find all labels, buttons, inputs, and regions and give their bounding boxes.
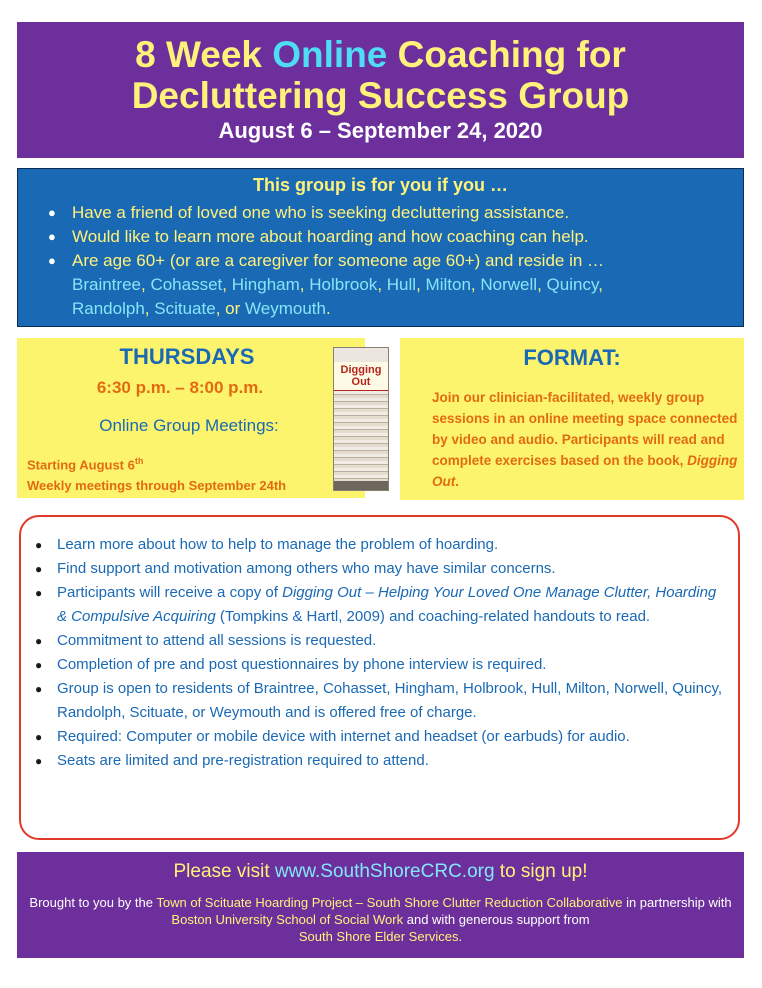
- town-name: Scituate: [154, 299, 216, 318]
- town-name: Norwell: [480, 275, 538, 294]
- signup-call-to-action: [17, 852, 744, 885]
- header-banner: [17, 22, 744, 158]
- separator: ,: [222, 275, 228, 294]
- audience-list: [18, 201, 743, 321]
- details-box: [19, 515, 740, 840]
- schedule-day: THURSDAYS: [119, 344, 255, 369]
- town-name: Weymouth: [245, 299, 326, 318]
- credit-text: .: [458, 929, 463, 944]
- format-book-name: Digging Out: [432, 453, 738, 489]
- bullet-icon: ●: [35, 682, 43, 696]
- title-line2: Decluttering Success Group: [131, 75, 630, 116]
- town-name: Randolph: [72, 299, 145, 318]
- bullet-icon: ●: [35, 586, 43, 600]
- list-item: [35, 557, 727, 581]
- book-cover-title: Digging Out: [334, 362, 388, 391]
- bullet-icon: ●: [35, 538, 43, 552]
- separator: ,: [416, 275, 421, 294]
- signup-link[interactable]: www.SouthShoreCRC.org: [274, 861, 495, 882]
- list-item: [48, 225, 743, 249]
- bullet-icon: ●: [35, 562, 43, 576]
- town-name: Braintree: [72, 275, 141, 294]
- start-date: Starting August 6: [27, 457, 135, 473]
- bullet-icon: ●: [35, 634, 43, 648]
- list-item: [48, 201, 743, 225]
- credit-text: and with generous support from: [403, 912, 590, 927]
- detail-text: Learn more about how to help to manage the problem of hoarding.: [57, 536, 499, 553]
- list-item: [35, 677, 727, 725]
- bullet-icon: ●: [35, 754, 43, 768]
- title-part2: Coaching for: [387, 34, 626, 75]
- detail-text: (Tompkins & Hartl, 2009) and coaching-related handouts to read.: [215, 608, 651, 625]
- book-cover-image: [333, 347, 389, 491]
- sponsor-org: Town of Scituate Hoarding Project – South Shore Clutter Reduction Collaborative: [156, 895, 623, 910]
- meeting-type: Online Group Meetings:: [99, 416, 279, 435]
- book-cover-header: [334, 348, 388, 362]
- detail-text: Seats are limited and pre-registration required to attend.: [57, 752, 429, 769]
- schedule-dates: [27, 451, 286, 496]
- audience-bullet-text: Would like to learn more about hoarding and how coaching can help.: [72, 227, 589, 246]
- town-name: Hull: [386, 275, 417, 294]
- format-text: [432, 387, 744, 492]
- audience-box: [17, 168, 744, 327]
- separator: ,: [377, 275, 383, 294]
- list-item: [35, 725, 727, 749]
- format-end: .: [455, 474, 460, 489]
- list-item: [35, 749, 727, 773]
- detail-text: Completion of pre and post questionnaires by phone interview is required.: [57, 656, 547, 673]
- bullet-icon: ●: [35, 730, 43, 744]
- audience-heading: This group is for you if you …: [253, 175, 508, 195]
- separator: ,: [144, 299, 150, 318]
- schedule-time: 6:30 p.m. – 8:00 p.m.: [96, 378, 264, 397]
- weekly-info: Weekly meetings through September 24th: [27, 478, 287, 494]
- book-cover-paper-stack: [334, 391, 388, 481]
- bullet-icon: ●: [48, 229, 56, 244]
- format-box: [400, 338, 744, 500]
- audience-bullet-text: Have a friend of loved one who is seeking decluttering assistance.: [72, 203, 570, 222]
- bullet-icon: ●: [35, 658, 43, 672]
- list-item: [35, 653, 727, 677]
- separator: ,: [598, 275, 603, 294]
- separator: ,: [537, 275, 542, 294]
- title-online: Online: [272, 34, 388, 75]
- list-item: [35, 581, 727, 629]
- sponsor-org: South Shore Elder Services: [298, 929, 459, 944]
- schedule-box: [17, 338, 365, 498]
- bullet-icon: ●: [48, 205, 56, 220]
- town-name: Holbrook: [309, 275, 378, 294]
- cta-text: Please visit: [173, 861, 275, 882]
- detail-book-title: Digging Out – Helping Your Loved One Manage Clutter, Hoarding & Compulsive Acquiring: [57, 584, 717, 625]
- detail-text: Find support and motivation among others who may have similar concerns.: [57, 560, 556, 577]
- sponsor-credits: [17, 894, 744, 945]
- bullet-icon: ●: [48, 253, 56, 268]
- list-item: [48, 249, 743, 321]
- credit-text: in partnership with: [622, 895, 732, 910]
- town-name: Cohasset: [150, 275, 223, 294]
- start-date-suffix: th: [134, 456, 144, 466]
- separator: ,: [215, 299, 221, 318]
- format-heading: FORMAT:: [523, 345, 621, 370]
- date-range: August 6 – September 24, 2020: [218, 118, 543, 143]
- page-title: [17, 22, 744, 116]
- detail-text: Required: Computer or mobile device with internet and headset (or earbuds) for audio.: [57, 728, 630, 745]
- detail-text: Group is open to residents of Braintree, Cohasset, Hingham, Holbrook, Hull, Milton, Norwell, Quincy, Randolph, Scituate, or Weymouth and is offered free of charge.: [57, 680, 723, 721]
- sponsor-org: Boston University School of Social Work: [171, 912, 404, 927]
- detail-text: Participants will receive a copy of: [57, 584, 283, 601]
- town-name: Hingham: [231, 275, 300, 294]
- book-cover-footer: [334, 481, 388, 491]
- list-item: [35, 533, 727, 557]
- cta-text: to sign up!: [494, 861, 588, 882]
- separator: ,: [470, 275, 476, 294]
- credit-text: Brought to you by the: [29, 895, 157, 910]
- details-list: [35, 533, 727, 773]
- town-name: Quincy: [546, 275, 599, 294]
- audience-bullet-text: Are age 60+ (or are a caregiver for someone age 60+) and reside in …: [72, 251, 605, 270]
- separator: .: [325, 299, 331, 318]
- format-body: Join our clinician-facilitated, weekly group sessions in an online meeting space connected by video and audio. Participants will read and complete exercises based on the book,: [432, 390, 738, 468]
- list-item: [35, 629, 727, 653]
- detail-text: Commitment to attend all sessions is requested.: [57, 632, 377, 649]
- separator: ,: [299, 275, 305, 294]
- separator: ,: [140, 275, 146, 294]
- title-part1: 8 Week: [135, 34, 273, 75]
- town-name: Milton: [425, 275, 471, 294]
- footer-banner: [17, 852, 744, 958]
- or-word: or: [225, 299, 241, 318]
